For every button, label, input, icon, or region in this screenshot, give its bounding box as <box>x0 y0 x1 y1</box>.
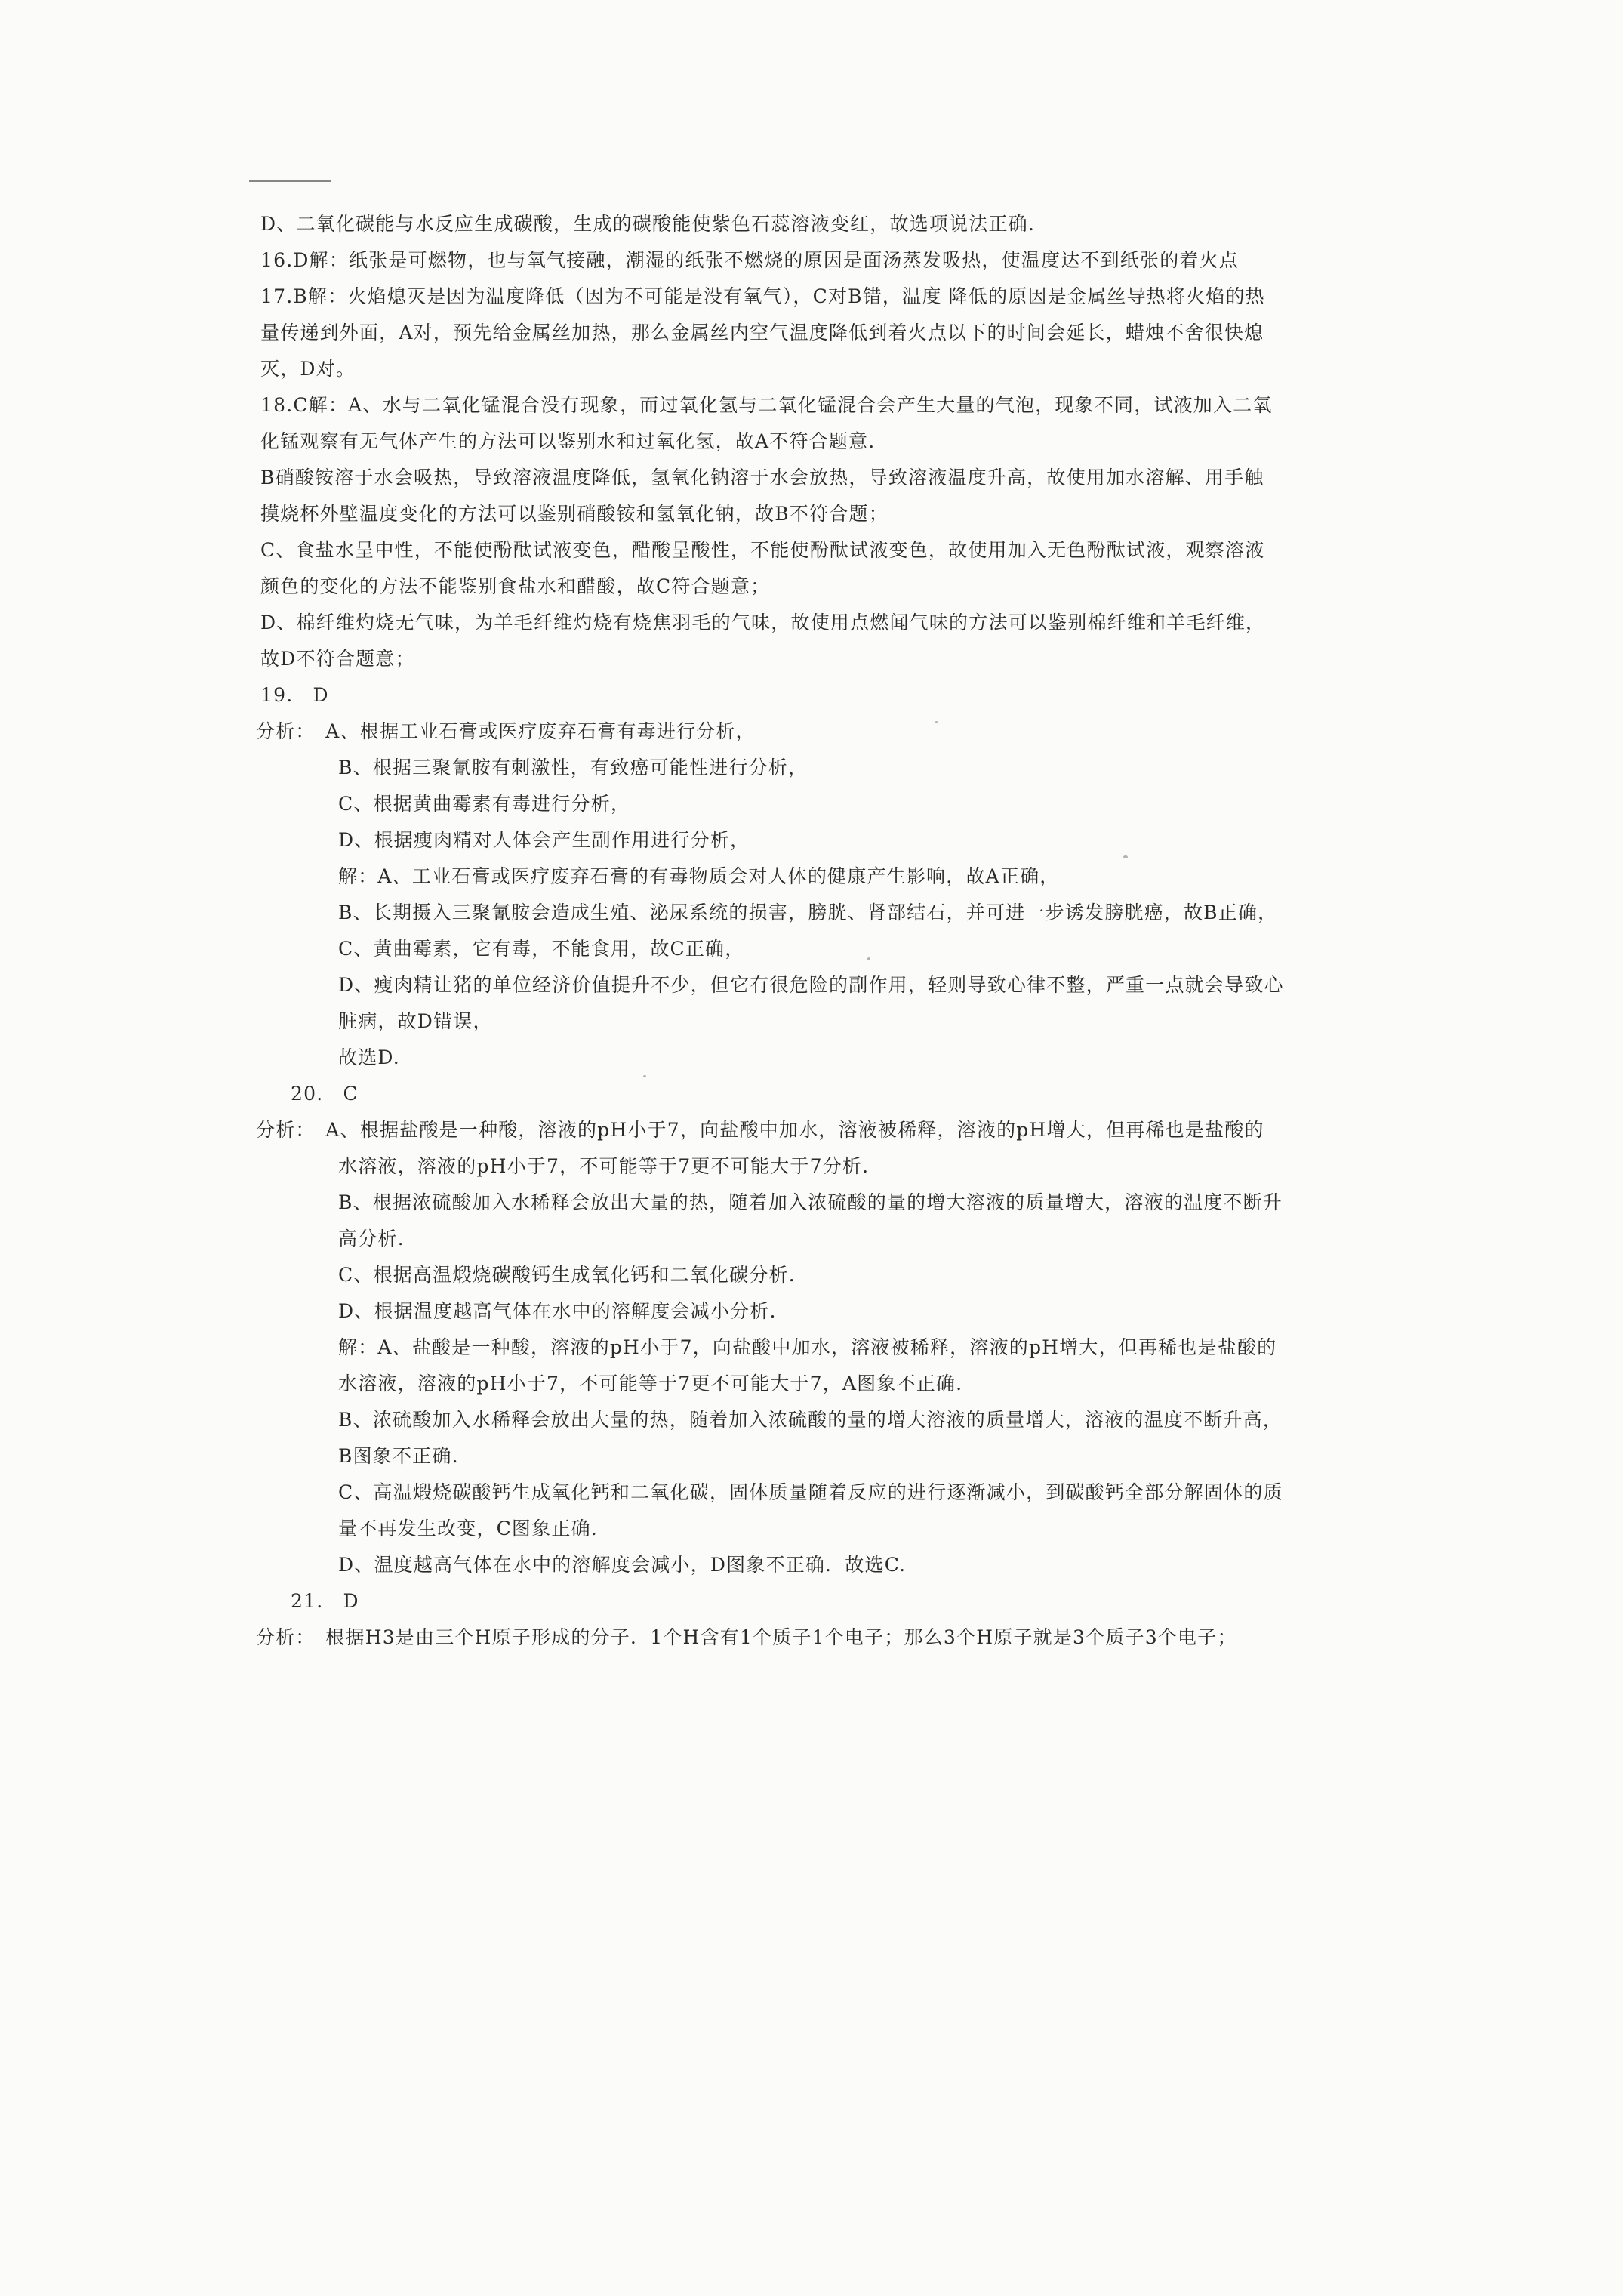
text-line: 量不再发生改变，C图象正确. <box>338 1518 598 1539</box>
text-line: 摸烧杯外壁温度变化的方法可以鉴别硝酸铵和氢氧化钠，故B不符合题； <box>260 503 888 525</box>
text-line: C、食盐水呈中性，不能使酚酞试液变色，醋酸呈酸性，不能使酚酞试液变色，故使用加入无色酚酞试液，观察溶液 <box>260 539 1265 561</box>
text-line: 脏病，故D错误， <box>338 1010 493 1032</box>
text-line: 高分析. <box>338 1228 405 1250</box>
document-body <box>256 206 1332 1656</box>
text-line: D、根据温度越高气体在水中的溶解度会减小分析. <box>338 1300 777 1322</box>
text-line: 水溶液，溶液的pH小于7，不可能等于7更不可能大于7，A图象不正确. <box>338 1373 963 1395</box>
text-line: 解：A、工业石膏或医疗废弃石膏的有毒物质会对人体的健康产生影响，故A正确， <box>338 865 1060 887</box>
text-line: 18.C解：A、水与二氧化锰混合没有现象，而过氧化氢与二氧化锰混合会产生大量的气泡，现象不同，试液加入二氧 <box>260 394 1273 416</box>
text-line: D、瘦肉精让猪的单位经济价值提升不少，但它有很危险的副作用，轻则导致心律不整，严重一点就会导致心 <box>338 974 1284 996</box>
text-line: 分析： A、根据工业石膏或医疗废弃石膏有毒进行分析， <box>256 720 756 742</box>
text-line: 故选D. <box>338 1046 400 1068</box>
text-line: C、黄曲霉素，它有毒，不能食用，故C正确， <box>338 938 745 960</box>
text-line: 故D不符合题意； <box>260 648 415 670</box>
text-line: 水溶液，溶液的pH小于7，不可能等于7更不可能大于7分析. <box>338 1155 870 1177</box>
text-line: 颜色的变化的方法不能鉴别食盐水和醋酸，故C符合题意； <box>260 575 771 597</box>
text-line: D、二氧化碳能与水反应生成碳酸，生成的碳酸能使紫色石蕊溶液变红，故选项说法正确. <box>260 213 1035 235</box>
text-line: 21. D <box>291 1590 359 1612</box>
text-line: B硝酸铵溶于水会吸热，导致溶液温度降低，氢氧化钠溶于水会放热，导致溶液温度升高，故使用加水溶解、用手触 <box>260 467 1264 488</box>
text-line: B、长期摄入三聚氰胺会造成生殖、泌尿系统的损害，膀胱、肾部结石，并可进一步诱发膀胱癌，故B正确， <box>338 901 1278 923</box>
text-line: 灭，D对。 <box>260 358 356 380</box>
text-line: 16.D解：纸张是可燃物，也与氧气接融，潮湿的纸张不燃烧的原因是面汤蒸发吸热，使温度达不到纸张的着火点 <box>260 249 1240 271</box>
text-line: 19. D <box>260 684 329 706</box>
text-line: C、高温煅烧碳酸钙生成氧化钙和二氧化碳，固体质量随着反应的进行逐渐减小，到碳酸钙全部分解固体的质 <box>338 1481 1283 1503</box>
text-line: B、浓硫酸加入水稀释会放出大量的热，随着加入浓硫酸的量的增大溶液的质量增大，溶液的温度不断升高， <box>338 1409 1283 1431</box>
text-line: D、温度越高气体在水中的溶解度会减小，D图象不正确．故选C. <box>338 1554 907 1576</box>
text-line: D、根据瘦肉精对人体会产生副作用进行分析， <box>338 829 750 851</box>
text-line: 量传递到外面，A对，预先给金属丝加热，那么金属丝内空气温度降低到着火点以下的时间会延长，蜡烛不舍很快熄 <box>260 322 1264 344</box>
text-line: 17.B解：火焰熄灭是因为温度降低（因为不可能是没有氧气），C对B错，温度 降低的原因是金属丝导热将火焰的热 <box>260 285 1265 307</box>
text-line: 20. C <box>291 1083 359 1105</box>
header-mark <box>249 180 331 191</box>
text-line: C、根据黄曲霉素有毒进行分析， <box>338 793 631 815</box>
text-line: 分析： 根据H3是由三个H原子形成的分子．1个H含有1个质子1个电子；那么3个H原子就是3个质子3个电子； <box>256 1626 1237 1648</box>
text-line: D、棉纤维灼烧无气味，为羊毛纤维灼烧有烧焦羽毛的气味，故使用点燃闻气味的方法可以鉴别棉纤维和羊毛纤维， <box>260 612 1266 633</box>
text-line: 分析： A、根据盐酸是一种酸，溶液的pH小于7，向盐酸中加水，溶液被稀释，溶液的pH增大，但再稀也是盐酸的 <box>256 1119 1264 1141</box>
text-line: C、根据高温煅烧碳酸钙生成氧化钙和二氧化碳分析. <box>338 1264 796 1286</box>
text-line: B、根据浓硫酸加入水稀释会放出大量的热，随着加入浓硫酸的量的增大溶液的质量增大，溶液的温度不断升 <box>338 1191 1283 1213</box>
text-line: B、根据三聚氰胺有刺激性，有致癌可能性进行分析， <box>338 757 808 778</box>
text-line: 解：A、盐酸是一种酸，溶液的pH小于7，向盐酸中加水，溶液被稀释，溶液的pH增大，但再稀也是盐酸的 <box>338 1336 1277 1358</box>
text-line: 化锰观察有无气体产生的方法可以鉴别水和过氧化氢，故A不符合题意. <box>260 430 876 452</box>
text-line: B图象不正确. <box>338 1445 459 1467</box>
